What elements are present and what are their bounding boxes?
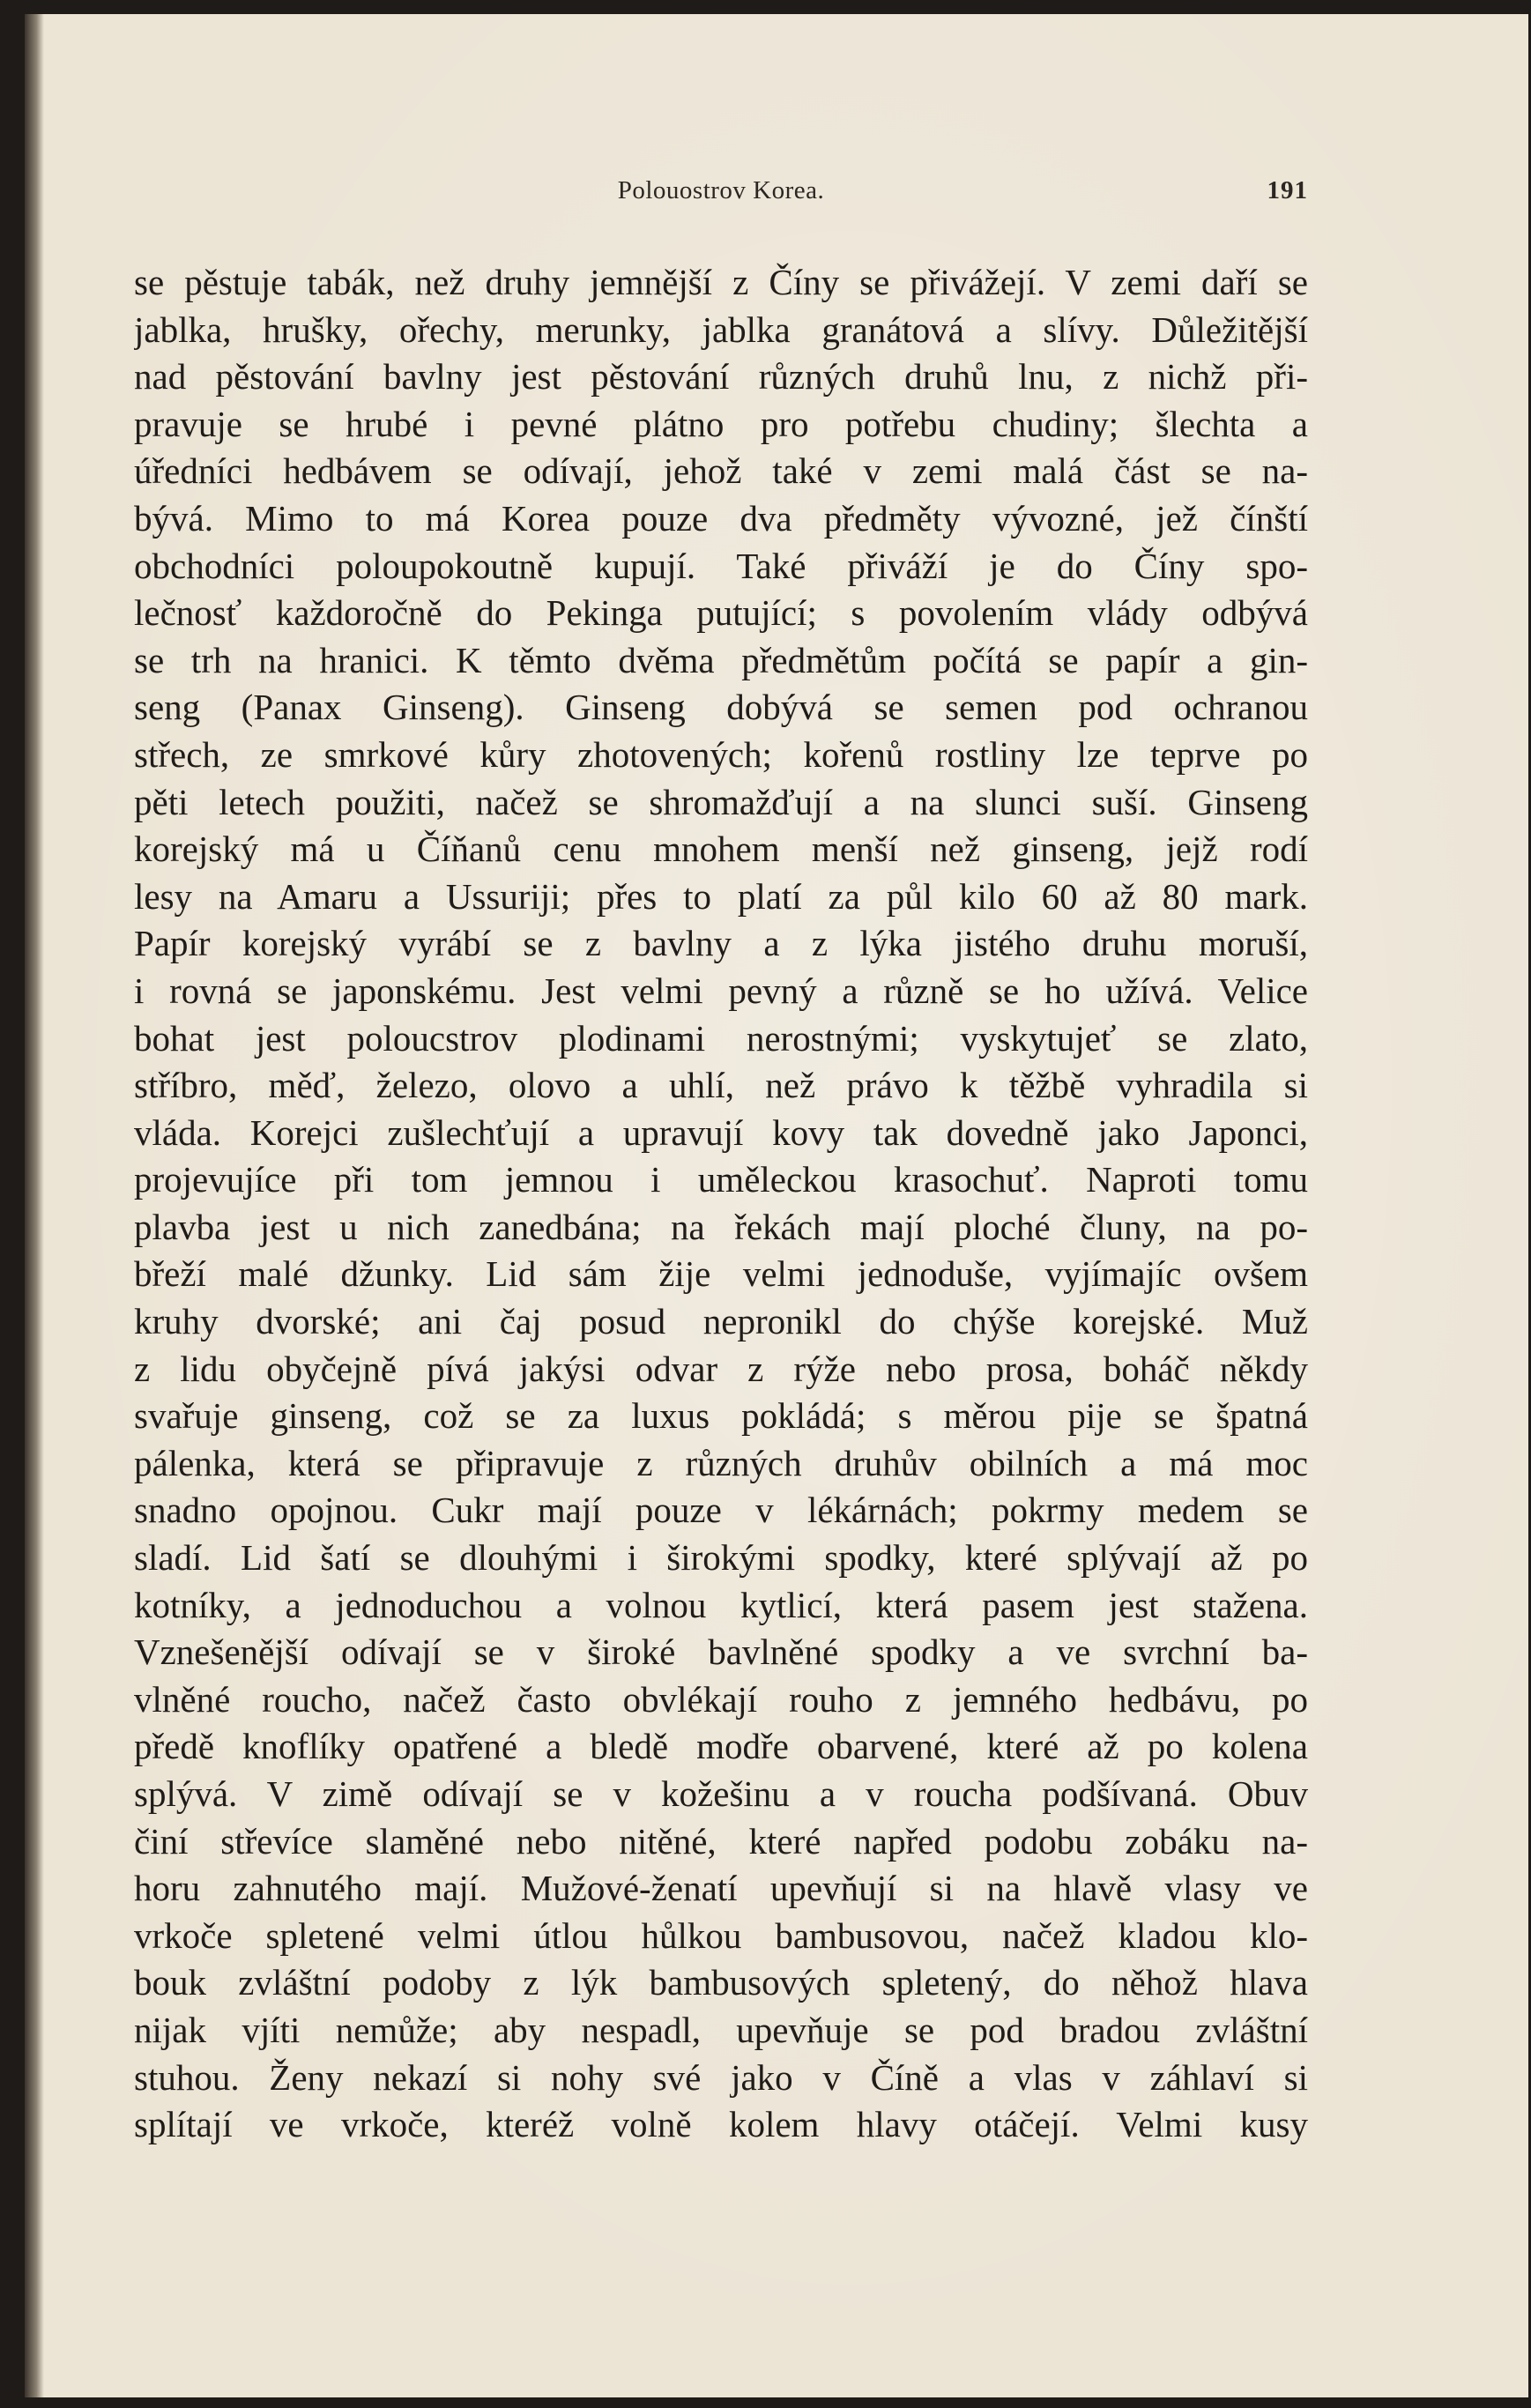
text-line: splývá. V zimě odívají se v kožešinu a v roucha podšívaná. Obuv bbox=[134, 1773, 1308, 1814]
text-line: nad pěstování bavlny jest pěstování různých druhů lnu, z nichž při- bbox=[134, 356, 1308, 398]
text-line: lečnosť každoročně do Pekinga putující; s povolením vlády odbývá bbox=[134, 592, 1308, 634]
text-line: činí střevíce slaměné nebo nitěné, které napřed podobu zobáku na- bbox=[134, 1820, 1308, 1862]
text-line: vláda. Korejci zušlechťují a upravují kovy tak dovedně jako Japonci, bbox=[134, 1111, 1308, 1153]
text-line: Vznešenější odívají se v široké bavlněné spodky a ve svrchní ba- bbox=[134, 1631, 1308, 1673]
text-line: lesy na Amaru a Ussuriji; přes to platí za půl kilo 60 až 80 mark. bbox=[134, 875, 1308, 917]
text-line: projevujíce při tom jemnou i uměleckou krasochuť. Naproti tomu bbox=[134, 1159, 1308, 1200]
text-line: střech, ze smrkové kůry zhotovených; kořenů rostliny lze teprve po bbox=[134, 733, 1308, 775]
text-line: předě knoflíky opatřené a bledě modře obarvené, které až po kolena bbox=[134, 1726, 1308, 1767]
text-line: splítají ve vrkoče, kteréž volně kolem hlavy otáčejí. Velmi kusy bbox=[134, 2104, 1308, 2145]
text-line: korejský má u Číňanů cenu mnohem menší než ginseng, jejž rodí bbox=[134, 829, 1308, 870]
text-line: bouk zvláštní podoby z lýk bambusových spletený, do něhož hlava bbox=[134, 1962, 1308, 2003]
text-line: kruhy dvorské; ani čaj posud nepronikl do chýše korejské. Muž bbox=[134, 1301, 1308, 1342]
text-line: Papír korejský vyrábí se z bavlny a z lýka jistého druhu moruší, bbox=[134, 923, 1308, 964]
text-line: svařuje ginseng, což se za luxus pokládá; s měrou pije se špatná bbox=[134, 1395, 1308, 1437]
page-gutter-shadow bbox=[25, 14, 44, 2397]
text-line: pěti letech použiti, načež se shromažďují a na slunci suší. Ginseng bbox=[134, 781, 1308, 822]
text-line: kotníky, a jednoduchou a volnou kytlicí, která pasem jest stažena. bbox=[134, 1584, 1308, 1625]
text-line: pravuje se hrubé i pevné plátno pro potřebu chudiny; šlechta a bbox=[134, 403, 1308, 444]
running-title: Polouostrov Korea. bbox=[617, 176, 825, 204]
text-line: pálenka, která se připravuje z různých druhův obilních a má moc bbox=[134, 1442, 1308, 1483]
text-line: nijak vjíti nemůže; aby nespadl, upevňuje se pod bradou zvláštní bbox=[134, 2009, 1308, 2050]
text-line: se pěstuje tabák, než druhy jemnější z Číny se přivážejí. V zemi daří se bbox=[134, 262, 1308, 302]
text-line: plavba jest u nich zanedbána; na řekách mají ploché čluny, na po- bbox=[134, 1206, 1308, 1247]
page-number: 191 bbox=[1267, 176, 1308, 204]
text-line: z lidu obyčejně pívá jakýsi odvar z rýže nebo prosa, boháč někdy bbox=[134, 1348, 1308, 1389]
text-line: vrkoče spletené velmi útlou hůlkou bambusovou, načež kladou klo- bbox=[134, 1914, 1308, 1956]
text-line: jablka, hrušky, ořechy, merunky, jablka granátová a slívy. Důležitější bbox=[134, 308, 1308, 350]
text-line: i rovná se japonskému. Jest velmi pevný a různě se ho užívá. Velice bbox=[134, 970, 1308, 1011]
text-line: stříbro, měď, železo, olovo a uhlí, než právo k těžbě vyhradila si bbox=[134, 1065, 1308, 1106]
text-line: se trh na hranici. K těmto dvěma předmětům počítá se papír a gin- bbox=[134, 639, 1308, 680]
text-line: břeží malé džunky. Lid sám žije velmi jednoduše, vyjímajíc ovšem bbox=[134, 1253, 1308, 1295]
text-line: obchodníci poloupokoutně kupují. Také přiváží je do Číny spo- bbox=[134, 545, 1308, 586]
text-line: seng (Panax Ginseng). Ginseng dobývá se semen pod ochranou bbox=[134, 687, 1308, 728]
text-line: stuhou. Ženy nekazí si nohy své jako v Číně a vlas v záhlaví si bbox=[134, 2056, 1308, 2098]
text-line: snadno opojnou. Cukr mají pouze v lékárnách; pokrmy medem se bbox=[134, 1490, 1308, 1531]
text-line: sladí. Lid šatí se dlouhými i širokými spodky, které splývají až po bbox=[134, 1537, 1308, 1579]
body-text bbox=[134, 259, 1308, 2149]
text-line: bohat jest poloucstrov plodinami nerostnými; vyskytujeť se zlato, bbox=[134, 1017, 1308, 1059]
text-line: vlněné roucho, načež často obvlékají rouho z jemného hedbávu, po bbox=[134, 1678, 1308, 1720]
page-header bbox=[134, 176, 1308, 212]
text-line: úředníci hedbávem se odívají, jehož také v zemi malá část se na- bbox=[134, 450, 1308, 492]
text-line: horu zahnutého mají. Mužové-ženatí upevňují si na hlavě vlasy ve bbox=[134, 1868, 1308, 1909]
text-line: bývá. Mimo to má Korea pouze dva předměty vývozné, jež čínští bbox=[134, 497, 1308, 539]
